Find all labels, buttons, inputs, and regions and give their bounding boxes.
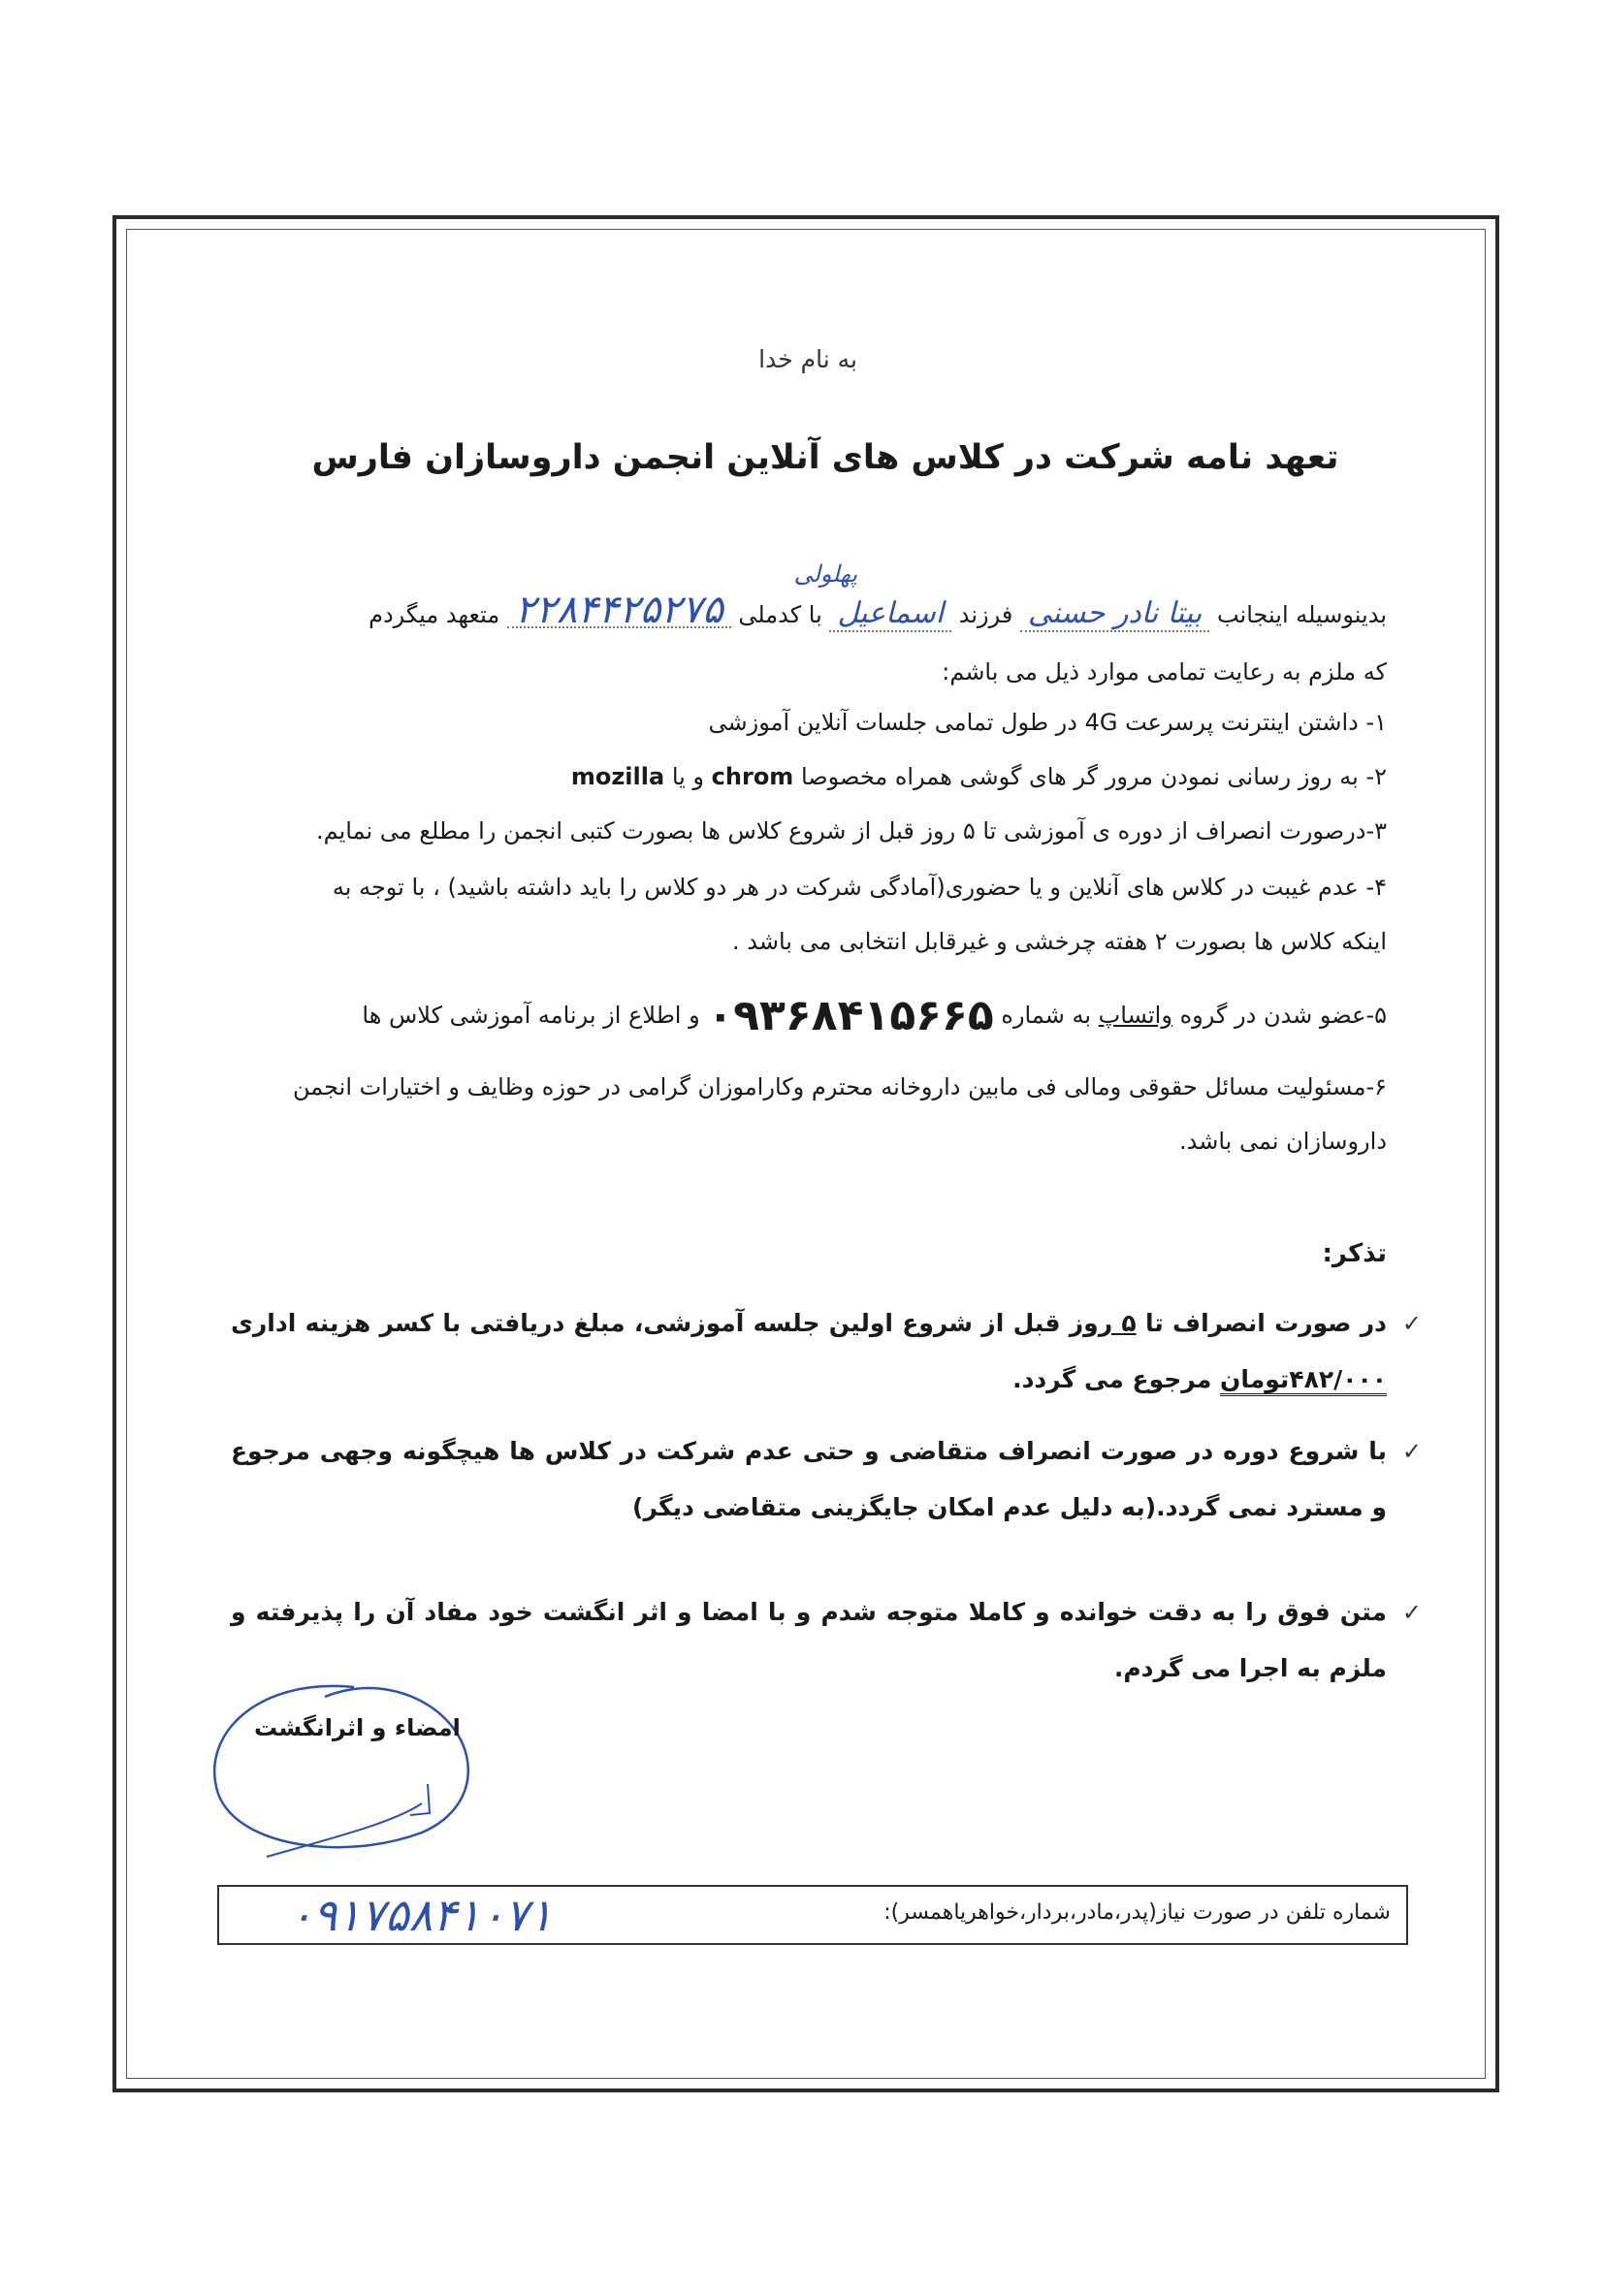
emergency-phone-box <box>217 1885 1408 1945</box>
item-2-or: و یا <box>671 763 705 790</box>
item-3: ۳-درصورت انصراف از دوره ی آموزشی تا ۵ روز قبل از شروع کلاس ها بصورت کتبی انجمن را مطلع می نمایم. <box>315 817 1387 845</box>
item-4: ۴- عدم غیبت در کلاس های آنلاین و یا حضوری(آمادگی شرکت در هر دو کلاس را باید داشته باشید) ، با توجه به <box>332 874 1387 901</box>
handwritten-emergency-phone: ۰۹۱۷۵۸۴۱۰۷۱ <box>289 1889 553 1941</box>
note-2-text: با شروع دوره در صورت انصراف متقاضی و حتی عدم شرکت در کلاس ها هیچگونه وجهی مرجوع و مسترد نمی گردد.(به دلیل عدم امکان جایگزینی متقاضی دیگر) <box>231 1437 1387 1521</box>
item-5-whatsapp: واتساپ <box>1098 1002 1172 1029</box>
item-6: ۶-مسئولیت مسائل حقوقی ومالی فی مابین داروخانه محترم وکاراموزان گرامی در حوزه وظایف و اختیارات انجمن <box>293 1073 1387 1100</box>
item-4-continued: اینکه کلاس ها بصورت ۲ هفته چرخشی و غیرقابل انتخابی می باشد . <box>732 928 1387 955</box>
intro-prefix: بدینوسیله اینجانب <box>1216 601 1387 628</box>
handwritten-name: بیتا نادر حسنی <box>1020 597 1209 632</box>
note-1-text-b: قبل از شروع اولین جلسه آموزشی، مبلغ دریافتی با کسر هزینه اداری <box>231 1309 1061 1337</box>
emergency-phone-label: شماره تلفن در صورت نیاز(پدر،مادر،بردار،خواهریاهمسر): <box>883 1900 1391 1925</box>
intro-suffix: متعهد میگردم <box>369 601 500 628</box>
note-item-1 <box>231 1295 1422 1408</box>
whatsapp-phone-number: ۰۹۳۶۸۴۱۵۶۶۵ <box>707 991 994 1040</box>
document-title: تعهد نامه شرکت در کلاس های آنلاین انجمن داروسازان فارس <box>311 438 1339 477</box>
item-2 <box>233 760 1387 793</box>
item-2-text: ۲- به روز رسانی نمودن مرور گر های گوشی همراه مخصوصا <box>800 763 1387 790</box>
check-icon: ✓ <box>1401 1599 1422 1626</box>
intro-line-2: که ملزم به رعایت تمامی موارد ذیل می باشم: <box>942 658 1387 686</box>
national-id-label: با کدملی <box>738 601 822 628</box>
item-5-text: ۵-عضو شدن در گروه <box>1179 1002 1387 1029</box>
signature-scribble <box>199 1668 490 1862</box>
note-1-text-c: مرجوع می گردد. <box>1012 1365 1212 1393</box>
handwritten-nickname: پهلولی <box>793 560 857 588</box>
note-item-2 <box>231 1423 1422 1536</box>
item-2-mozilla: mozilla <box>570 763 665 790</box>
check-icon: ✓ <box>1401 1438 1422 1465</box>
item-2-chrome: chrom <box>711 763 794 790</box>
note-1-text-a: در صورت انصراف تا <box>1144 1309 1387 1337</box>
check-icon: ✓ <box>1401 1310 1422 1337</box>
item-6-continued: داروسازان نمی باشد. <box>1179 1128 1387 1155</box>
signature-label: امضاء و اثرانگشت <box>254 1714 461 1741</box>
item-5-text-end: و اطلاع از برنامه آموزشی کلاس ها <box>362 1002 700 1029</box>
note-heading: تذکر: <box>1322 1239 1387 1268</box>
note-1-days: ۵ روز <box>1069 1309 1137 1337</box>
item-5 <box>233 991 1387 1040</box>
item-1: ۱- داشتن اینترنت پرسرعت 4G در طول تمامی جلسات آنلاین آموزشی <box>708 709 1387 736</box>
intro-line <box>233 588 1387 632</box>
item-5-number-label: به شماره <box>1001 1002 1092 1029</box>
handwritten-national-id: ۲۲۸۴۴۲۵۲۷۵ <box>507 593 731 628</box>
son-of-label: فرزند <box>958 601 1013 628</box>
handwritten-father-name: اسماعیل <box>829 597 951 632</box>
note-1-fee: ۴۸۲/۰۰۰تومان <box>1220 1365 1387 1396</box>
note-3-text: متن فوق را به دقت خوانده و کاملا متوجه شدم و با امضا و اثر انگشت خود مفاد آن را پذیرفته و ملزم به اجرا می گردم. <box>231 1598 1387 1682</box>
basmala: به نام خدا <box>758 345 857 373</box>
